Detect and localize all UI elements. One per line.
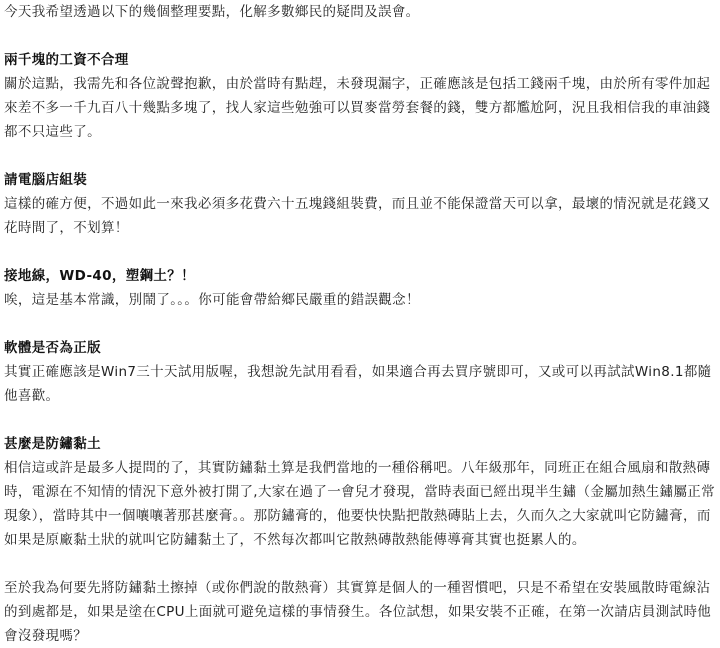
- paragraph-gap: [4, 240, 716, 264]
- closing-paragraph: 至於我為何要先將防鏽黏土擦掉（或你們說的散熱膏）其實算是個人的一種習慣吧，只是不希望在安裝風散時電線沾的到處都是，如果是塗在CPU上面就可避免這樣的事情發生。各位試想，如果安裝不正確，在第一次請店員測試時他會沒發現嗎？: [4, 580, 712, 644]
- paragraph-gap: [4, 408, 716, 432]
- section-heading-rust-clay: 甚麼是防鏽黏土: [4, 436, 101, 452]
- section-body-rust-clay: 相信這或許是最多人提問的了，其實防鏽黏土算是我們當地的一種俗稱吧。八年級那年，同班正在組合風扇和散熱磚時，電源在不知情的情況下意外被打開了,大家在過了一會兒才發現，當時表面已經出現半生鏽（金屬加熱生鏽屬正常現象），當時其中一個嚷嚷著那甚麼膏。。那防鏽膏的，他要快快點把散熱磚貼上去，久而久之大家就叫它防鏽膏，而如果是原廠黏土狀的就叫它防鏽黏土了，不然每次都叫它散熱磚散熱能傳導膏其實也挺累人的。: [4, 460, 715, 548]
- section-heading-software: 軟體是否為正版: [4, 340, 101, 356]
- article: [4, 0, 716, 648]
- section-heading-grounding: 接地線，WD-40，塑鋼土？！: [4, 268, 195, 284]
- paragraph-gap: [4, 312, 716, 336]
- section-body-shop-assembly: 這樣的確方便，不過如此一來我必須多花費六十五塊錢組裝費，而且並不能保證當天可以拿，最壞的情況就是花錢又花時間了，不划算！: [4, 196, 711, 236]
- section-heading-wage: 兩千塊的工資不合理: [4, 52, 129, 68]
- paragraph-gap: [4, 24, 716, 48]
- section-body-grounding: 唉，這是基本常識，別鬧了。。。你可能會帶給鄉民嚴重的錯誤觀念！: [4, 292, 420, 308]
- section-body-wage: 關於這點，我需先和各位說聲抱歉，由於當時有點趕，未發現漏字，正確應該是包括工錢兩千塊，由於所有零件加起來差不多一千九百八十幾點多塊了，找人家這些勉強可以買麥當勞套餐的錢，雙方都尷尬阿，況且我相信我的車油錢都不只這些了。: [4, 76, 711, 140]
- intro-paragraph: 今天我希望透過以下的幾個整理要點，化解多數鄉民的疑問及誤會。: [4, 4, 420, 20]
- section-heading-shop-assembly: 請電腦店組裝: [4, 172, 88, 188]
- section-body-software: 其實正確應該是Win7三十天試用版喔，我想說先試用看看，如果適合再去買序號即可，又或可以再試試Win8.1都隨他喜歡。: [4, 364, 712, 404]
- paragraph-gap: [4, 552, 716, 576]
- paragraph-gap: [4, 144, 716, 168]
